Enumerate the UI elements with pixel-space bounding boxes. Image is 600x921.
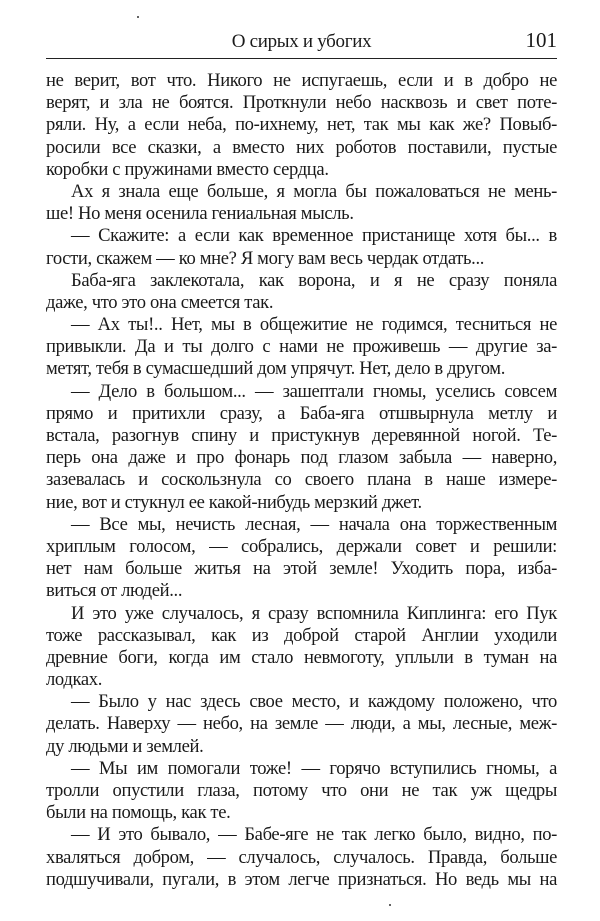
text-line: Баба-яга заклекотала, как ворона, и я не сразу поняла <box>71 269 557 291</box>
text-line: росили все сказки, а вместо них роботов поставили, пустые <box>46 136 557 158</box>
paragraph <box>46 70 557 181</box>
text-line: ду людьми и землей. <box>46 735 204 757</box>
text-line: — Ах ты!.. Нет, мы в общежитие не годимся, тесниться не <box>71 314 557 336</box>
text-line: И это уже случалось, я сразу вспомнила Киплинга: его Пук <box>71 602 557 624</box>
text-line: встала, разогнув спину и пристукнув деревянной ногой. Те- <box>46 425 557 446</box>
page-body-text <box>46 70 557 891</box>
text-line: не верит, вот что. Никого не испугаешь, если и в добро не <box>46 70 557 91</box>
text-line: тролли опустили глаза, потому что они не так уж щедры <box>46 780 557 801</box>
text-line: ряли. Ну, а если неба, по-ихнему, нет, так мы как же? Повыб- <box>46 114 557 136</box>
text-line: прямо и притихли сразу, а Баба-яга отшвырнула метлу и <box>46 402 557 424</box>
text-line: Ах я знала еще больше, я могла бы пожаловаться не мень- <box>71 180 557 202</box>
paragraph <box>46 181 557 225</box>
text-line: ние, вот и стукнул ее какой-нибудь мерзкий джет. <box>46 491 422 513</box>
text-line: лодках. <box>46 669 103 691</box>
text-line: ше! Но меня осенила гениальная мысль. <box>46 203 354 225</box>
text-line: привыкли. Да и ты долго с нами не проживешь — другие за- <box>46 336 557 358</box>
text-line: коробки с пружинами вместо сердца. <box>46 158 329 180</box>
paragraph <box>46 758 557 825</box>
paragraph <box>46 314 557 381</box>
text-line: хваляться добром, — случалось, случалось. Правда, больше <box>46 846 557 868</box>
paragraph <box>46 603 557 692</box>
text-line: делать. Наверху — небо, на земле — люди, а мы, лесные, меж- <box>46 713 557 735</box>
paragraph <box>46 270 557 314</box>
running-header <box>46 28 557 59</box>
text-line: были на помощь, как те. <box>46 802 231 824</box>
text-line: метят, тебя в сумасшедший дом упрячут. Нет, дело в другом. <box>46 358 506 380</box>
paragraph <box>46 514 557 603</box>
text-line: гости, скажем — ко мне? Я могу вам весь чердак отдать... <box>46 247 485 269</box>
text-line: перь она даже и про фонарь под глазом забыла — наверно, <box>46 447 557 469</box>
text-line: — Все мы, нечисть лесная, — начала она торжественным <box>71 513 557 535</box>
scan-speck <box>137 16 139 18</box>
text-line: зазевалась и соскользнула со своего плана в наше измере- <box>46 469 557 491</box>
text-line: древние боги, когда им стало невмоготу, уплыли в туман на <box>46 646 557 668</box>
page-number: 101 <box>525 28 557 52</box>
text-line: — И это бывало, — Бабе-яге не так легко было, видно, по- <box>71 824 557 846</box>
text-line: — Скажите: а если как временное пристанище хотя бы... в <box>71 225 557 247</box>
text-line: — Было у нас здесь свое место, и каждому положено, что <box>71 691 557 713</box>
paragraph <box>46 691 557 758</box>
text-line: тоже рассказывал, как из доброй старой Англии уходили <box>46 624 557 646</box>
text-line: — Мы им помогали тоже! — горячо вступились гномы, а <box>71 757 557 779</box>
text-line: нет нам больше житья на этой земле! Уходить пора, изба- <box>46 558 557 580</box>
text-line: верят, и зла не боятся. Проткнули небо насквозь и свет поте- <box>46 92 557 114</box>
scan-speck <box>389 904 391 906</box>
text-line: виться от людей... <box>46 580 183 602</box>
text-line: хриплым голосом, — собрались, держали совет и решили: <box>46 535 557 557</box>
paragraph <box>46 381 557 514</box>
text-line: — Дело в большом... — зашептали гномы, уселись совсем <box>71 380 557 402</box>
text-line: даже, что это она смеется так. <box>46 291 274 313</box>
running-title: О сирых и убогих <box>231 31 372 52</box>
text-line: подшучивали, пугали, в этом легче признаться. Но ведь мы на <box>46 868 557 890</box>
paragraph <box>46 225 557 269</box>
paragraph <box>46 824 557 891</box>
